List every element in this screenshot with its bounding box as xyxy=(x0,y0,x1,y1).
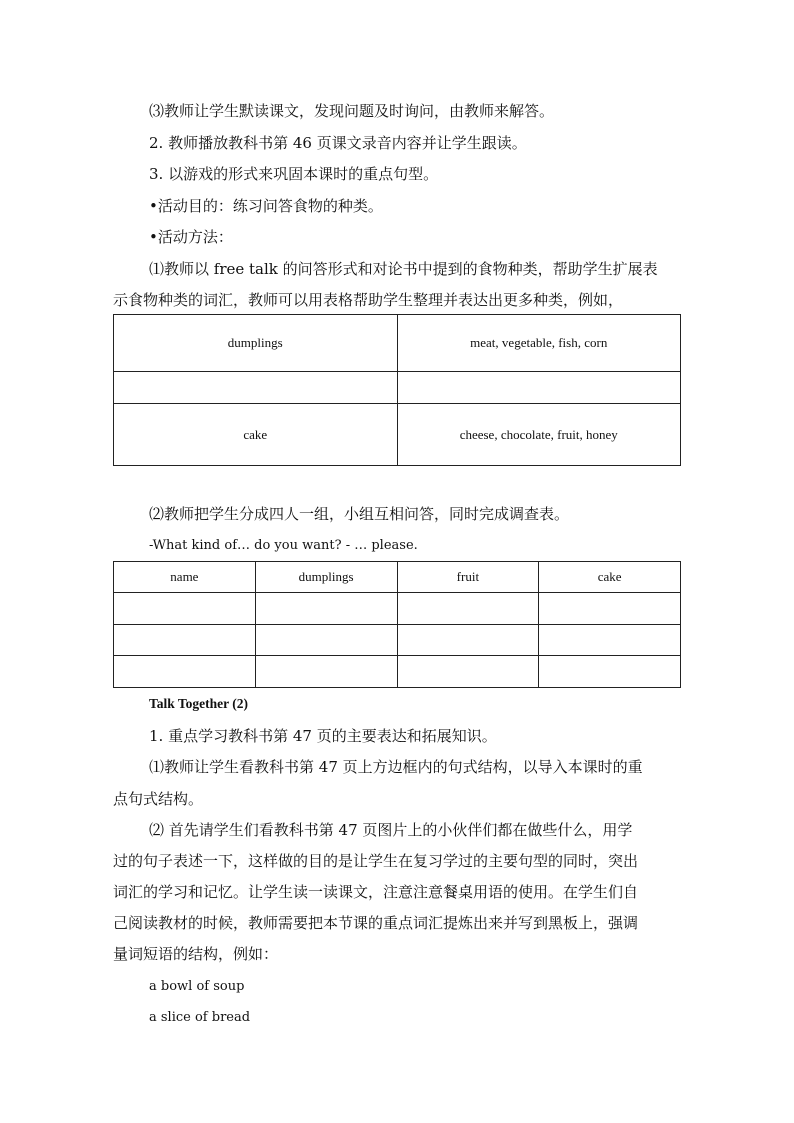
survey-table xyxy=(113,561,681,688)
paragraph-activity-goal: •活动目的：练习问答食物的种类。 xyxy=(149,197,383,215)
table-cell xyxy=(255,656,397,688)
table-cell xyxy=(255,593,397,625)
example-phrase: a slice of bread xyxy=(149,1010,251,1025)
table-cell xyxy=(539,656,681,688)
paragraph-picture-line4: 己阅读教材的时候，教师需要把本节课的重点词汇提炼出来并写到黑板上，强调 xyxy=(113,914,639,932)
example-phrase: a bowl of soup xyxy=(149,979,245,994)
food-category-table xyxy=(113,314,681,466)
paragraph-activity-method: •活动方法： xyxy=(149,228,233,246)
paragraph-play-recording: 2. 教师播放教科书第 46 页课文录音内容并让学生跟读。 xyxy=(149,134,527,152)
table-row xyxy=(114,315,681,372)
table-cell xyxy=(397,593,539,625)
table-cell xyxy=(114,593,256,625)
paragraph-game: 3. 以游戏的形式来巩固本课时的重点句型。 xyxy=(149,165,439,183)
table-cell xyxy=(539,593,681,625)
column-header: name xyxy=(114,562,256,593)
paragraph-sentence-structure-line1: ⑴教师让学生看教科书第 47 页上方边框内的句式结构，以导入本课时的重 xyxy=(149,758,643,776)
table-cell: cake xyxy=(114,404,398,466)
paragraph-focus-page47: 1. 重点学习教科书第 47 页的主要表达和拓展知识。 xyxy=(149,727,497,745)
column-header: cake xyxy=(539,562,681,593)
table-cell: cheese, chocolate, fruit, honey xyxy=(397,404,681,466)
paragraph-picture-line2: 过的句子表述一下，这样做的目的是让学生在复习学过的主要句型的同时，突出 xyxy=(113,852,639,870)
paragraph-sentence-structure-line2: 点句式结构。 xyxy=(113,790,204,808)
paragraph-free-talk-line1: ⑴教师以 free talk 的问答形式和对论书中提到的食物种类，帮助学生扩展表 xyxy=(149,260,658,278)
dialogue-example: -What kind of… do you want? - … please. xyxy=(149,538,418,553)
paragraph-picture-line5: 量词短语的结构，例如： xyxy=(113,945,279,963)
table-cell xyxy=(114,372,398,404)
table-header-row xyxy=(114,562,681,593)
table-cell xyxy=(397,372,681,404)
paragraph-group-work: ⑵教师把学生分成四人一组，小组互相问答，同时完成调查表。 xyxy=(149,505,570,523)
table-row xyxy=(114,372,681,404)
paragraph-picture-line3: 词汇的学习和记忆。让学生读一读课文，注意注意餐桌用语的使用。在学生们自 xyxy=(113,883,639,901)
table-cell xyxy=(114,625,256,656)
paragraph-free-talk-line2: 示食物种类的词汇，教师可以用表格帮助学生整理并表达出更多种类，例如， xyxy=(113,291,624,309)
section-heading: Talk Together (2) xyxy=(149,696,249,711)
table-row xyxy=(114,593,681,625)
table-cell: dumplings xyxy=(114,315,398,372)
table-row xyxy=(114,625,681,656)
table-cell xyxy=(114,656,256,688)
table-row xyxy=(114,404,681,466)
column-header: dumplings xyxy=(255,562,397,593)
table-cell xyxy=(397,625,539,656)
paragraph-picture-line1: ⑵ 首先请学生们看教科书第 47 页图片上的小伙伴们都在做些什么，用学 xyxy=(149,821,633,839)
column-header: fruit xyxy=(397,562,539,593)
table-cell xyxy=(255,625,397,656)
table-cell xyxy=(539,625,681,656)
table-cell: meat, vegetable, fish, corn xyxy=(397,315,681,372)
table-cell xyxy=(397,656,539,688)
table-row xyxy=(114,656,681,688)
paragraph-silent-reading: ⑶教师让学生默读课文，发现问题及时询问，由教师来解答。 xyxy=(149,102,555,120)
